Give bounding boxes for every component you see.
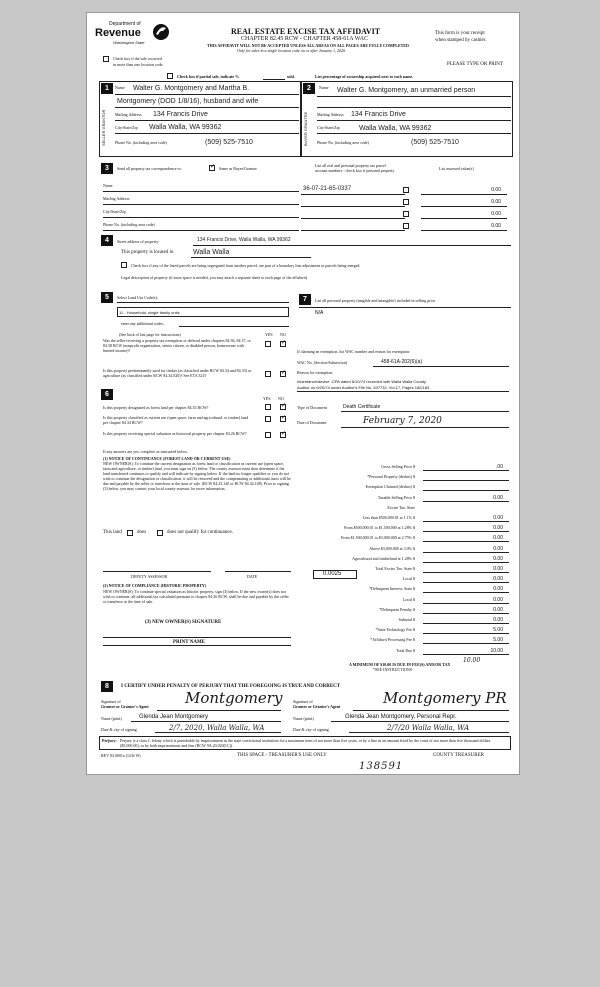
section-1-number: 1 [101, 83, 113, 94]
s5-question-2: Is this property predominantly used for timber (as classified under RCW 84.34 and 84.33) or agriculture (as classified under RCW 84.34.020)? See ETA 3215 [103, 368, 252, 378]
s6-q3-yes[interactable] [265, 432, 271, 438]
affidavit-page [86, 12, 520, 775]
s3-city-label: City/State/Zip [103, 209, 126, 214]
parcel-personal-checkbox-3[interactable] [403, 211, 409, 217]
s2-phone-label: Phone No. (including area code) [317, 140, 369, 145]
see-instructions-note: *SEE INSTRUCTIONS [373, 667, 413, 672]
segregated-checkbox[interactable] [121, 262, 127, 268]
logo-name: Revenue [95, 27, 141, 39]
section-8-number: 8 [101, 681, 113, 692]
s1-phone-label: Phone No. (including area code) [115, 140, 167, 145]
s3-phone-label: Phone No. (including area code) [103, 222, 155, 227]
multi-location-label-1: Check box if the sale occurred [113, 56, 162, 61]
section-1-box [99, 81, 301, 157]
assessed-value-4[interactable]: 0.00 [491, 223, 501, 229]
perjury-bold: Perjury: [102, 738, 117, 743]
personal-property-label: List all personal property (tangible and intangible) included in selling price. [315, 298, 437, 303]
parcel-header-1: List all real and personal property tax parcel [315, 163, 386, 168]
land-use-label: Select Land Use Code(s): [117, 295, 158, 300]
exemption-prompt: If claiming an exemption, list WAC number and reason for exemption: [297, 349, 411, 354]
sold-label: sold. [287, 74, 295, 79]
tax-row-value[interactable]: 0.00 [493, 586, 503, 593]
parcel-personal-checkbox-1[interactable] [403, 187, 409, 193]
assessed-header: List assessed value(s) [439, 166, 474, 171]
tax-row-value[interactable]: 0.00 [493, 535, 503, 542]
doc-type-label: Type of Document [297, 405, 327, 410]
s5-q2-no[interactable] [280, 371, 286, 377]
located-value[interactable]: Walla Walla [193, 249, 230, 256]
section-4-number: 4 [101, 235, 113, 246]
assessed-value-3[interactable]: 0.00 [491, 211, 501, 217]
tax-row-label: Local $ [402, 576, 415, 582]
parcel-personal-checkbox-4[interactable] [403, 223, 409, 229]
s6-question-3: Is this property receiving special valuation as historical property per chapter 84.26 RCW? [103, 431, 247, 436]
multi-location-checkbox[interactable] [103, 56, 109, 62]
tax-row-label: Total Excise Tax: State $ [375, 566, 415, 571]
tax-row-value[interactable]: 5.00 [493, 637, 503, 644]
s2-city-value[interactable]: Walla Walla, WA 99362 [359, 125, 432, 132]
tax-row-label: *Personal Property (deduct) $ [367, 474, 415, 480]
s6-q2-no[interactable] [280, 416, 286, 422]
s3-mailing-label: Mailing Address [103, 196, 130, 201]
street-value[interactable]: 134 Francis Drive, Walla Walla, WA 99362 [197, 237, 291, 243]
ownership-label: List percentage of ownership acquired next to each name. [315, 74, 414, 79]
please-type: PLEASE TYPE OR PRINT [447, 62, 503, 67]
notice1-body: NEW OWNER(S): To continue the current designation as forest land or classification as current use (open space, farm and agriculture, or timber) land, you must sign on (3) below. The county assessor must then determine if the land transferred continues to qualify and will indicate by signing below. If the land no longer qualifies or you do not wish to continue the designation or classification, it will be removed and the compensating or additional taxes will be due and payable by the seller or transferor at the time of sale. (RCW 84.33.140 or RCW 84.34.108). Prior to signing (3) below, you may contact your local county assessor for more information. [103, 461, 291, 491]
notice2-body: NEW OWNER(S): To continue special valuation as historic property, sign (3) below. If the new owner(s) does not wish to continue, all additional tax calculated pursuant to chapter 84.26 RCW, shall be due and payable by the seller or transferor at the time of sale. [103, 589, 289, 604]
tax-row-value[interactable]: 0.00 [493, 545, 503, 552]
form-only-for: Only for sales in a single location code on or after January 1, 2020. [237, 48, 346, 53]
tax-row-label: From $500,000.01 to $1,500,000 at 1.28% $ [344, 525, 415, 531]
s1-mailing-value[interactable]: 134 Francis Drive [153, 111, 208, 118]
parcel-header-2: account numbers - check box if personal property [315, 168, 395, 173]
tax-row-label: Gross Selling Price $ [381, 464, 415, 469]
s6-yes-header: YES [263, 396, 271, 401]
seller-grantor-label: SELLER GRANTOR [101, 109, 106, 146]
s2-city-label: City/State/Zip [317, 125, 340, 130]
notice1-title: (1) NOTICE OF CONTINUANCE (FOREST LAND OR CURRENT USE) [103, 456, 231, 461]
tax-row-value[interactable]: 10.00 [490, 647, 503, 654]
same-as-buyer-checkbox[interactable] [209, 165, 215, 171]
tax-row-value[interactable]: 0.00 [493, 576, 503, 583]
tax-row-label: Total Due $ [396, 647, 415, 653]
s5-q2-yes[interactable] [265, 371, 271, 377]
tax-row-value[interactable]: 0.00 [493, 494, 503, 501]
located-label: This property is located in [121, 250, 174, 255]
partial-sale-checkbox[interactable] [167, 73, 173, 79]
tax-row-value[interactable]: 0.00 [493, 617, 503, 623]
tax-row-value[interactable]: 5.00 [493, 627, 503, 634]
tax-row-label: *Delinquent Penalty $ [379, 606, 415, 612]
personal-property-value[interactable]: N/A [315, 310, 324, 316]
s6-question-2: Is this property classified as current use (open space, farm and agricultural, or timber) land per chapter 84.34 RCW? [103, 415, 249, 425]
s3-name-label: Name [103, 183, 113, 188]
grantee-sig-label-2: Grantee or Grantee's Agent [293, 704, 341, 709]
assessed-value-2[interactable]: 0.00 [491, 199, 501, 205]
s6-no-header: NO [278, 396, 284, 401]
tax-row-value[interactable]: 0.00 [493, 515, 503, 521]
form-subtitle: CHAPTER 82.45 RCW - CHAPTER 458-61A WAC [241, 36, 368, 42]
s2-phone-value[interactable]: (509) 525-7510 [411, 139, 459, 146]
local-rate-value: 0.0025 [323, 571, 342, 577]
street-label: Street address of property: [117, 239, 160, 244]
tax-row-value[interactable]: 0.00 [493, 596, 503, 603]
s5-q1-no[interactable] [280, 341, 286, 347]
tax-row-label: *Delinquent Interest: State $ [369, 586, 415, 592]
wac-value[interactable]: 458-61A-202(6)(a) [381, 359, 423, 365]
tax-row-value[interactable]: 0.00 [493, 555, 503, 562]
s6-q1-no[interactable] [280, 404, 286, 410]
certify-statement: I CERTIFY UNDER PENALTY OF PERJURY THAT THE FOREGOING IS TRUE AND CORRECT [121, 684, 341, 689]
grantor-sig-label-2: Grantor or Grantor's Agent [101, 704, 149, 709]
s2-mailing-value[interactable]: 134 Francis Drive [351, 111, 406, 118]
receipt-note-2: when stamped by cashier. [435, 38, 487, 43]
buyer-grantee-label: BUYER GRANTEE [303, 111, 308, 146]
tax-row-label: Agricultural and timberland at 1.28% $ [352, 555, 415, 561]
s5-q1-yes[interactable] [265, 341, 271, 347]
grantor-name-label: Name (print) [101, 716, 122, 721]
does-checkbox[interactable] [127, 530, 133, 536]
section-6-number: 6 [101, 389, 113, 400]
rev-number: REV 84 0001a (12/6/19) [101, 753, 141, 758]
logo-dept: Department of [109, 21, 141, 27]
legal-label: Legal description of property (if more space is needed, you may attach a separate sheet to each page of the affidavit) [121, 275, 308, 280]
wac-label: WAC No. (Section/Subsection) [297, 360, 348, 365]
does-not-checkbox[interactable] [157, 530, 163, 536]
grantee-date-value[interactable]: 2/7/20 Walla Walla, WA [387, 724, 470, 732]
form-warning: THIS AFFIDAVIT WILL NOT BE ACCEPTED UNLESS ALL AREAS ON ALL PAGES ARE FULLY COMPLETED [207, 43, 409, 48]
tax-row-label: Subtotal $ [398, 617, 415, 622]
parcel-personal-checkbox-2[interactable] [403, 199, 409, 205]
s2-name-label: Name [319, 85, 329, 90]
tax-row-label: Local $ [402, 596, 415, 602]
section-2-number: 2 [303, 83, 315, 94]
treasurer-only: THIS SPACE - TREASURER'S USE ONLY [237, 753, 327, 758]
doc-type-value[interactable]: Death Certificate [343, 404, 381, 410]
stamp-number: 138591 [359, 761, 404, 772]
s3-send-label: Send all property tax correspondence to: [117, 166, 182, 171]
s6-if-any: If any answers are yes, complete as instructed below. [103, 449, 188, 454]
notice2-title: (2) NOTICE OF COMPLIANCE (HISTORIC PROPERTY) [103, 583, 207, 588]
minimum-due-note: A MINIMUM OF $10.00 IS DUE IN FEE(S) AND/OR TAX [349, 662, 451, 667]
deputy-date-label: DATE [247, 574, 258, 579]
grantor-date-value[interactable]: 2/7, 2020, Walla Walla, WA [169, 724, 265, 732]
grantee-date-label: Date & city of signing [293, 727, 329, 732]
tax-row-label: Above $3,000,000 at 3.0% $ [369, 545, 415, 551]
s1-name-value-2[interactable]: Montgomery (DOD 1/8/16), husband and wife [117, 98, 259, 105]
section-3-number: 3 [101, 163, 113, 174]
s1-mailing-label: Mailing Address [115, 112, 142, 117]
s1-phone-value[interactable]: (509) 525-7510 [205, 139, 253, 146]
grantor-signature[interactable]: Montgomery [185, 689, 283, 707]
reason-value-2[interactable]: Auditor on 6/20/74 under Auditor's File No. 537732, Vol.17, Pages 182/183 [297, 385, 430, 390]
form-title: REAL ESTATE EXCISE TAX AFFIDAVIT [231, 27, 381, 36]
s6-q3-no[interactable] [280, 432, 286, 438]
tax-row-label: *State Technology Fee $ [375, 627, 415, 633]
s5-no-header: NO [280, 332, 286, 337]
print-name-label: PRINT NAME [173, 640, 205, 645]
grantor-date-label: Date & city of signing [101, 727, 137, 732]
assessed-value-1[interactable]: 0.00 [491, 187, 501, 193]
s2-name-value[interactable]: Walter G. Montgomery, an unmarried person [337, 87, 476, 94]
additional-codes-label: enter any additional codes: [121, 321, 164, 326]
this-land-label: This land [103, 530, 122, 535]
s2-mailing-label: Mailing Address [317, 112, 344, 117]
does-label: does [137, 530, 147, 535]
multi-location-label-2: in more than one location code. [113, 62, 164, 67]
tax-row-value[interactable]: 0.00 [493, 566, 503, 572]
section-7-number: 7 [299, 294, 311, 305]
reason-value-1[interactable]: Inheritance/devise -CPA dated 6/10/74 recorded with Walla Walla County [297, 379, 427, 384]
tax-row-value[interactable]: .00 [496, 464, 503, 470]
tax-row-label: Exemption Claimed (deduct) $ [365, 484, 415, 490]
grantee-signature[interactable]: Montgomery PR [383, 689, 507, 707]
s5-yes-header: YES [265, 332, 273, 337]
grantee-sig-label-1: Signature of [293, 699, 313, 704]
grantee-name-label: Name (print) [293, 716, 314, 721]
receipt-note-1: This form is your receipt [435, 31, 485, 36]
tax-row-label: Less than $500,000.01 at 1.1% $ [362, 515, 415, 520]
doc-date-label: Date of Document [297, 420, 327, 425]
revenue-swoosh-icon [151, 22, 171, 42]
tax-row-label: From $1,500,000.01 to $3,000,000 at 2.75% $ [341, 535, 415, 541]
grantee-name-value[interactable]: Glenda Jean Montgomery, Personal Repr. [345, 714, 457, 720]
tax-row-value[interactable]: 0.00 [493, 606, 503, 613]
see-back-note: (See back of last page for instructions) [119, 332, 181, 337]
county-treasurer: COUNTY TREASURER [433, 753, 484, 758]
s6-q2-yes[interactable] [265, 416, 271, 422]
parcel-number[interactable]: 36-07-21-65-0337 [303, 186, 352, 192]
same-as-buyer-label: Same as Buyer/Grantee [219, 166, 257, 171]
deputy-assessor-label: DEPUTY ASSESSOR [131, 574, 168, 579]
segregated-label: Check box if any of the listed parcels are being segregated from another parcel, are part of a boundary line adjustment or parcels being merged. [131, 263, 361, 268]
tax-row-label: *Affidavit Processing Fee $ [370, 637, 415, 643]
grantor-sig-label-1: Signature of [101, 699, 121, 704]
s1-city-label: City/State/Zip [115, 125, 138, 130]
tax-row-label: Excise Tax: State [387, 504, 415, 510]
s5-question-1: Was the seller receiving a property tax exemption or deferral under chapters 84.36, 84.37, or 84.38 RCW (nonprofit organization, senior citizen, or disabled person, homeowner with limited income)? [103, 338, 251, 353]
s1-name-value-1[interactable]: Walter G. Montgomery and Martha B. [133, 85, 250, 92]
land-use-value: 11 - Household, single family units [119, 310, 180, 315]
s1-city-value[interactable]: Walla Walla, WA 99362 [149, 124, 222, 131]
s1-name-label: Name [115, 85, 125, 90]
partial-sale-label: Check box if partial sale, indicate % [177, 74, 240, 79]
s6-q1-yes[interactable] [265, 404, 271, 410]
s6-question-1: Is this property designated as forest land per chapter 84.33 RCW? [103, 405, 209, 410]
handwritten-total: 10.00 [463, 657, 481, 664]
revenue-logo [95, 19, 175, 49]
grantor-name-value[interactable]: Glenda Jean Montgomery [139, 714, 209, 720]
tax-row-value[interactable]: 0.00 [493, 525, 503, 532]
section-5-number: 5 [101, 292, 113, 303]
logo-state: Washington State [113, 40, 145, 45]
reason-label: Reason for exemption [297, 370, 333, 375]
tax-row-label: Taxable Selling Price $ [377, 494, 415, 500]
does-not-label: does not qualify for continuance. [167, 530, 233, 535]
doc-date-value[interactable]: February 7, 2020 [363, 416, 442, 426]
perjury-text: Perjury is a class C felony which is punishable by imprisonment in the state correctional institution for a maximum term of not more than five years, or by a fine in an amount fixed by the court of not more than five thousand dollars ($5,000.00), or by both imprisonment and fine (RCW 9A.20.020(1C)). [120, 738, 491, 748]
new-owner-signature-label: (3) NEW OWNER(S) SIGNATURE [145, 620, 222, 625]
